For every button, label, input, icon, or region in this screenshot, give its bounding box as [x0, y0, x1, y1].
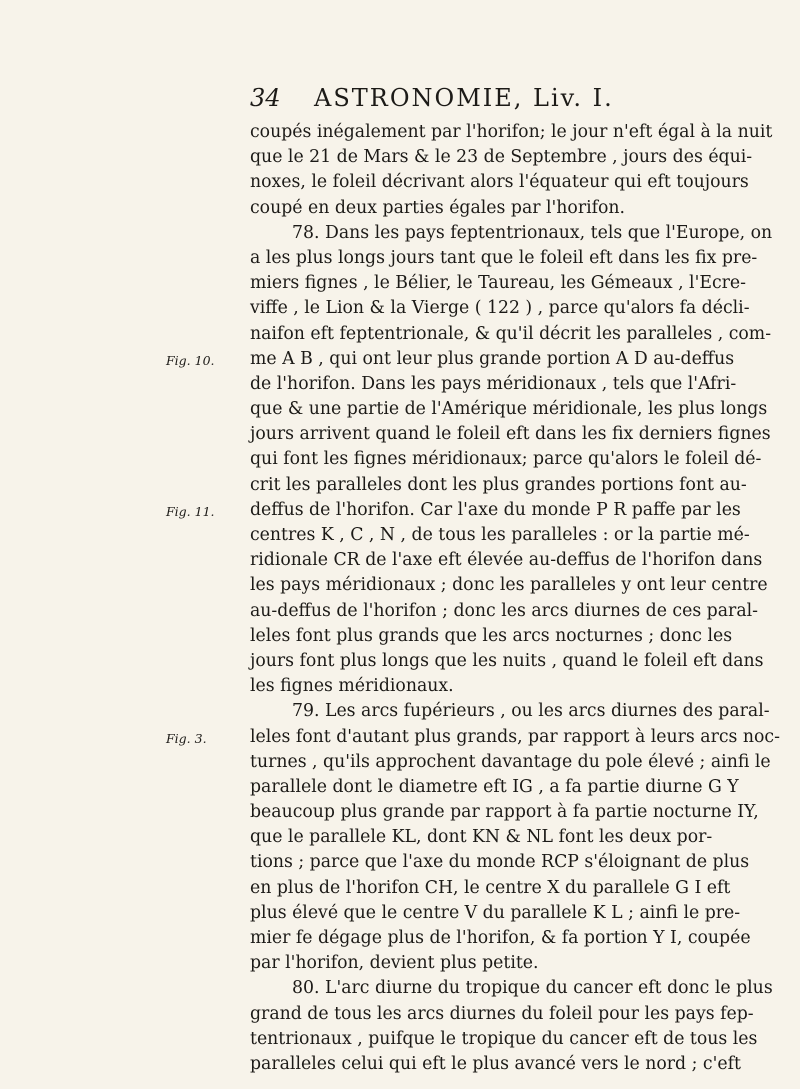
- text-line: a les plus longs jours tant que le foleil eft dans les fix pre-: [250, 247, 758, 268]
- text-line: leles font plus grands que les arcs nocturnes ; donc les: [250, 625, 733, 646]
- text-line: 78. Dans les pays feptentrionaux, tels que l'Europe, on: [292, 222, 773, 243]
- text-line: turnes , qu'ils approchent davantage du pole élevé ; ainfi le: [250, 751, 771, 772]
- text-line: plus élevé que le centre V du parallele K L ; ainfi le pre-: [250, 902, 741, 923]
- figure-reference-note: Fig. 10.: [166, 352, 215, 368]
- page-number: 34: [250, 84, 281, 112]
- text-line: parallele dont le diametre eft IG , a fa partie diurne G Y: [250, 776, 739, 797]
- text-line: en plus de l'horifon CH, le centre X du parallele G I eft: [250, 877, 731, 898]
- text-line: miers fignes , le Bélier, le Taureau, les Gémeaux , l'Ecre-: [250, 273, 746, 294]
- text-line: que & une partie de l'Amérique méridionale, les plus longs: [250, 399, 768, 420]
- text-line: deffus de l'horifon. Car l'axe du monde P R paffe par les: [250, 499, 741, 520]
- text-line: tions ; parce que l'axe du monde RCP s'éloignant de plus: [250, 852, 750, 873]
- text-line: les pays méridionaux ; donc les paralleles y ont leur centre: [250, 575, 768, 596]
- text-line: noxes, le foleil décrivant alors l'équateur qui eft toujours: [250, 172, 749, 193]
- figure-reference-note: Fig. 3.: [166, 730, 207, 746]
- text-line: par l'horifon, devient plus petite.: [250, 953, 539, 974]
- text-line: coupés inégalement par l'horifon; le jour n'eft égal à la nuit: [250, 122, 773, 142]
- text-line: que le parallele KL, dont KN & NL font les deux por-: [250, 827, 713, 848]
- text-line: naifon eft feptentrionale, & qu'il décrit les paralleles , com-: [250, 323, 772, 344]
- figure-reference-note: Fig. 11.: [166, 504, 215, 519]
- running-title: ASTRONOMIE, Liv. I.: [314, 84, 614, 112]
- text-line: me A B , qui ont leur plus grande portion A D au-deffus: [250, 348, 735, 369]
- text-line: coupé en deux parties égales par l'horifon.: [250, 197, 626, 218]
- text-line: tentrionaux , puifque le tropique du cancer eft de tous les: [250, 1028, 758, 1049]
- text-line: 80. L'arc diurne du tropique du cancer eft donc le plus: [292, 978, 773, 999]
- body-text: [250, 120, 780, 1077]
- text-line: de l'horifon. Dans les pays méridionaux , tels que l'Afri-: [250, 373, 737, 394]
- text-line: crit les paralleles dont les plus grandes portions font au-: [250, 474, 747, 495]
- text-line: mier fe dégage plus de l'horifon, & fa portion Y I, coupée: [250, 928, 751, 948]
- page-header: [250, 84, 670, 118]
- text-line: les fignes méridionaux.: [250, 676, 454, 697]
- text-line: jours arrivent quand le foleil eft dans les fix derniers fignes: [250, 424, 771, 445]
- text-line: beaucoup plus grande par rapport à fa partie nocturne IY,: [250, 802, 759, 823]
- text-line: grand de tous les arcs diurnes du foleil pour les pays fep-: [250, 1003, 754, 1024]
- text-line: leles font d'autant plus grands, par rapport à leurs arcs noc-: [250, 726, 780, 747]
- text-line: 79. Les arcs fupérieurs , ou les arcs diurnes des paral-: [292, 701, 770, 722]
- text-line: centres K , C , N , de tous les paralleles : or la partie mé-: [250, 525, 750, 545]
- text-line: qui font les fignes méridionaux; parce qu'alors le foleil dé-: [250, 449, 762, 470]
- text-line: jours font plus longs que les nuits , quand le foleil eft dans: [250, 650, 764, 671]
- text-line: ridionale CR de l'axe eft élevée au-deffus de l'horifon dans: [250, 550, 763, 571]
- text-line: que le 21 de Mars & le 23 de Septembre , jours des équi-: [250, 147, 753, 168]
- text-line: viffe , le Lion & la Vierge ( 122 ) , parce qu'alors fa décli-: [250, 298, 750, 319]
- text-line: paralleles celui qui eft le plus avancé vers le nord ; c'eft: [250, 1053, 741, 1074]
- text-line: au-deffus de l'horifon ; donc les arcs diurnes de ces paral-: [250, 600, 758, 621]
